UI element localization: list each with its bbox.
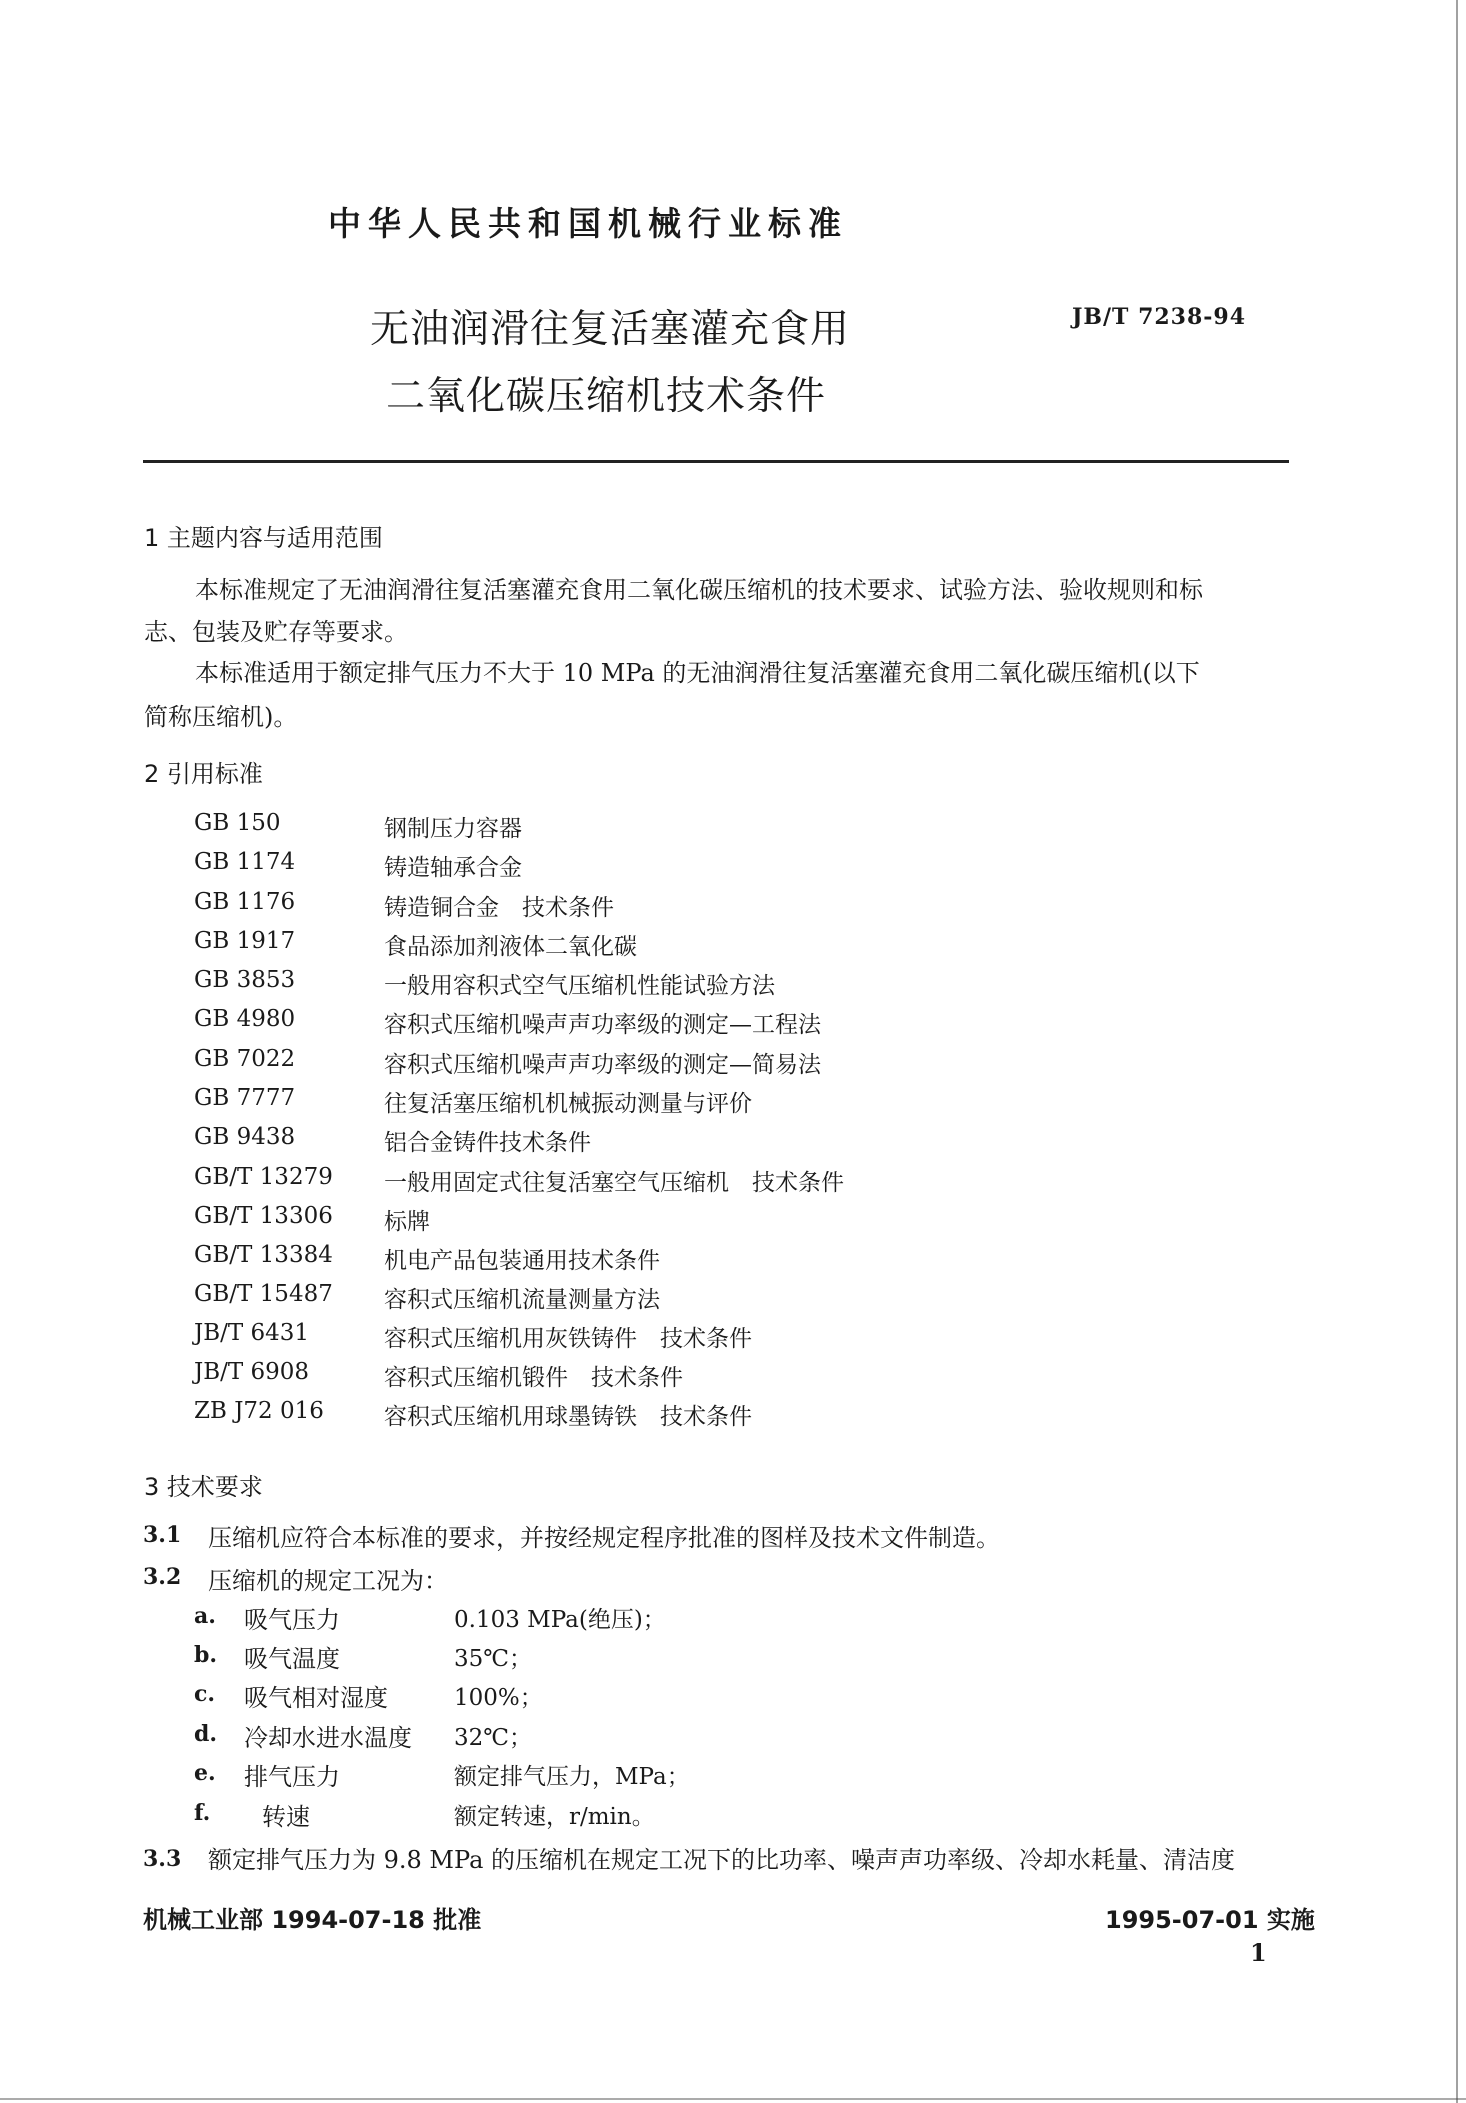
reference-title: 容积式压缩机用灰铁铸件 技术条件: [384, 1326, 752, 1352]
condition-name: 吸气压力: [244, 1606, 340, 1634]
condition-value: 35℃；: [454, 1646, 532, 1672]
reference-code: GB 150: [194, 810, 281, 836]
reference-code: GB/T 13306: [194, 1203, 333, 1229]
reference-code: JB/T 6431: [194, 1320, 310, 1346]
section-1-heading: 1 主题内容与适用范围: [144, 524, 383, 552]
reference-title: 容积式压缩机用球墨铸铁 技术条件: [384, 1404, 752, 1430]
condition-value: 100%；: [454, 1685, 543, 1711]
reference-title: 容积式压缩机噪声声功率级的测定—简易法: [384, 1052, 821, 1078]
condition-value: 额定转速，r/min。: [454, 1804, 655, 1830]
condition-letter: f.: [194, 1800, 211, 1826]
reference-title: 铝合金铸件技术条件: [384, 1130, 591, 1156]
reference-title: 一般用容积式空气压缩机性能试验方法: [384, 973, 775, 999]
condition-name: 吸气温度: [244, 1645, 340, 1673]
reference-code: GB/T 15487: [194, 1281, 333, 1307]
section-1-paragraph-1-line-2: 志、包装及贮存等要求。: [144, 618, 408, 646]
masthead: 中华人民共和国机械行业标准: [328, 204, 848, 243]
section-1-paragraph-2-line-2: 简称压缩机)。: [144, 703, 298, 731]
page-number: 1: [1250, 1938, 1267, 1967]
reference-code: GB 4980: [194, 1006, 296, 1032]
condition-letter: a.: [194, 1603, 216, 1629]
reference-title: 铸造铜合金 技术条件: [384, 895, 614, 921]
clause-number: 3.1: [143, 1522, 182, 1548]
condition-value: 32℃；: [454, 1725, 532, 1751]
reference-code: JB/T 6908: [194, 1359, 310, 1385]
condition-name: 排气压力: [244, 1763, 340, 1791]
reference-title: 机电产品包装通用技术条件: [384, 1248, 660, 1274]
reference-code: ZB J72 016: [194, 1398, 324, 1424]
condition-value: 额定排气压力，MPa；: [454, 1764, 690, 1790]
reference-title: 一般用固定式往复活塞空气压缩机 技术条件: [384, 1170, 844, 1196]
clause-number: 3.3: [143, 1846, 182, 1872]
scan-edge-line: [0, 2098, 1466, 2100]
reference-code: GB 1176: [194, 889, 296, 915]
condition-value: 0.103 MPa(绝压)；: [454, 1607, 666, 1633]
reference-title: 往复活塞压缩机机械振动测量与评价: [384, 1091, 752, 1117]
clause-3-1-text: 压缩机应符合本标准的要求，并按经规定程序批准的图样及技术文件制造。: [208, 1524, 1000, 1552]
reference-code: GB/T 13279: [194, 1164, 333, 1190]
header-divider: [143, 460, 1289, 463]
reference-title: 标牌: [384, 1209, 430, 1235]
reference-code: GB 9438: [194, 1124, 296, 1150]
reference-title: 钢制压力容器: [384, 816, 522, 842]
condition-letter: d.: [194, 1721, 218, 1747]
reference-code: GB/T 13384: [194, 1242, 333, 1268]
effective-date: 1995-07-01 实施: [1105, 1906, 1315, 1934]
reference-title: 容积式压缩机噪声声功率级的测定—工程法: [384, 1012, 821, 1038]
section-3-heading: 3 技术要求: [144, 1473, 263, 1501]
clause-number: 3.2: [143, 1564, 182, 1590]
reference-title: 食品添加剂液体二氧化碳: [384, 934, 637, 960]
section-1-paragraph-2-line-1: 本标准适用于额定排气压力不大于 10 MPa 的无油润滑往复活塞灌充食用二氧化碳压缩机(以下: [195, 659, 1200, 687]
reference-code: GB 3853: [194, 967, 296, 993]
reference-code: GB 1174: [194, 849, 296, 875]
clause-3-3-text: 额定排气压力为 9.8 MPa 的压缩机在规定工况下的比功率、噪声声功率级、冷却水耗量、清洁度: [208, 1846, 1236, 1874]
reference-title: 容积式压缩机流量测量方法: [384, 1287, 660, 1313]
title-line-2: 二氧化碳压缩机技术条件: [386, 374, 827, 419]
section-2-heading: 2 引用标准: [144, 760, 263, 788]
condition-name: 吸气相对湿度: [244, 1684, 388, 1712]
scan-edge-line: [1456, 0, 1458, 2103]
reference-title: 容积式压缩机锻件 技术条件: [384, 1365, 683, 1391]
reference-title: 铸造轴承合金: [384, 855, 522, 881]
standard-number: JB/T 7238-94: [1072, 304, 1247, 330]
reference-code: GB 7777: [194, 1085, 296, 1111]
condition-letter: c.: [194, 1681, 216, 1707]
condition-letter: b.: [194, 1642, 218, 1668]
reference-code: GB 7022: [194, 1046, 296, 1072]
approval-line: 机械工业部 1994-07-18 批准: [143, 1906, 482, 1934]
condition-letter: e.: [194, 1760, 216, 1786]
section-1-paragraph-1-line-1: 本标准规定了无油润滑往复活塞灌充食用二氧化碳压缩机的技术要求、试验方法、验收规则和标: [195, 576, 1203, 604]
clause-3-2-text: 压缩机的规定工况为：: [208, 1567, 448, 1595]
reference-code: GB 1917: [194, 928, 296, 954]
title-line-1: 无油润滑往复活塞灌充食用: [370, 307, 851, 352]
condition-name: 转速: [262, 1803, 310, 1831]
condition-name: 冷却水进水温度: [244, 1724, 412, 1752]
